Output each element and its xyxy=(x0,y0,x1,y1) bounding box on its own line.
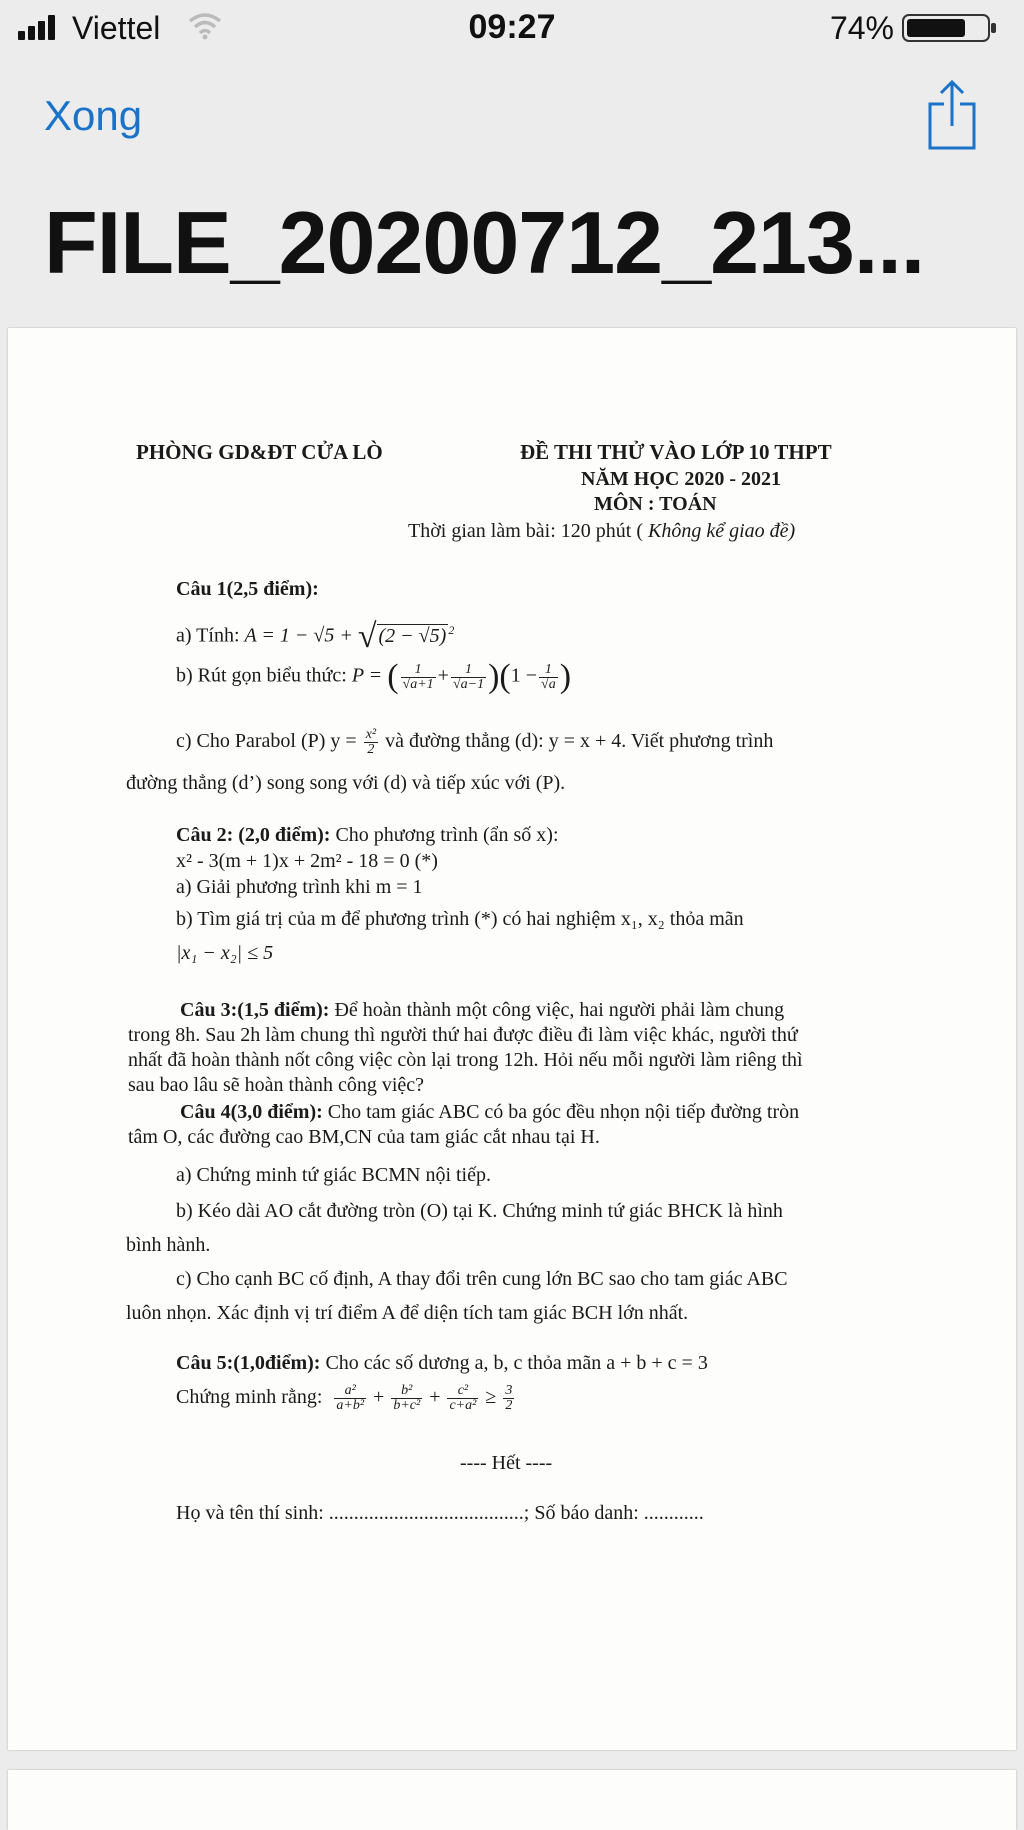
done-button[interactable]: Xong xyxy=(44,92,143,139)
end-marker: ---- Hết ---- xyxy=(460,1452,553,1474)
document-page xyxy=(8,328,1016,1750)
q1b: b) Rút gọn biểu thức: P = ( $\frac{1}{√a+1}$ + $\frac{1}{√a-1}$ )(1 − $\frac{1}{√a}$ ) xyxy=(176,658,572,695)
q4b-line1: b) Kéo dài AO cắt đường tròn (O) tại K. Chứng minh tứ giác BHCK là hình xyxy=(176,1200,783,1222)
q4c-line1: c) Cho cạnh BC cố định, A thay đổi trên cung lớn BC sao cho tam giác ABC xyxy=(176,1268,788,1290)
candidate-footer: Họ và tên thí sinh: .......................................; Số báo danh: ............ xyxy=(176,1502,704,1524)
share-icon[interactable] xyxy=(924,78,980,152)
q5-title: Câu 5:(1,0điểm): Cho các số dương a, b, c thỏa mãn a + b + c = 3 xyxy=(176,1352,708,1374)
q2a: a) Giải phương trình khi m = 1 xyxy=(176,876,423,898)
q4b-line2: bình hành. xyxy=(126,1234,211,1256)
q1c-line1: c) Cho Parabol (P) y = $\frac{\text{x²}}{2}$ và đường thẳng (d): y = x + 4. Viết phương trình xyxy=(176,727,774,757)
header-subject: MÔN : TOÁN xyxy=(594,493,717,515)
status-bar xyxy=(0,0,1024,56)
q2-equation: x² - 3(m + 1)x + 2m² - 18 = 0 (*) xyxy=(176,850,438,872)
q4a: a) Chứng minh tứ giác BCMN nội tiếp. xyxy=(176,1164,491,1186)
battery-icon xyxy=(902,14,998,42)
q4-paragraph: Câu 4(3,0 điểm): Cho tam giác ABC có ba góc đều nhọn nội tiếp đường tròn tâm O, các đường cao BM,CN của tam giác cắt nhau tại H. xyxy=(128,1101,800,1148)
q5-inequality: Chứng minh rằng: $\frac{\text{a²}}{\text{a+b²}}$ + $\frac{\text{b²}}{\text{b+c²}}$ + $\frac{\text{c²}}{\text{c+a²}}$ ≥ $\frac{3}{2}$ xyxy=(176,1383,513,1413)
q2-title: Câu 2: (2,0 điểm): Cho phương trình (ẩn số x): xyxy=(176,824,559,846)
q1a: a) Tính: A = 1 − √5 + √ (2 − √5) $^2$ xyxy=(176,618,455,655)
time-note: Thời gian làm bài: 120 phút ( Không kể giao đề) xyxy=(408,520,796,542)
header-exam-title: ĐỀ THI THỬ VÀO LỚP 10 THPT xyxy=(520,440,832,464)
q1-title: Câu 1(2,5 điểm): xyxy=(176,578,319,600)
q2b: b) Tìm giá trị của m để phương trình (*) có hai nghiệm x₁, x₂ thỏa mãn xyxy=(176,908,744,930)
battery-percent: 74% xyxy=(829,10,894,46)
q4c-line2: luôn nhọn. Xác định vị trí điểm A để diện tích tam giác BCH lớn nhất. xyxy=(126,1302,689,1324)
header-department: PHÒNG GD&ĐT CỬA LÒ xyxy=(136,440,383,464)
carrier-name: Viettel xyxy=(72,10,161,46)
clock: 09:27 xyxy=(468,8,556,46)
header-school-year: NĂM HỌC 2020 - 2021 xyxy=(581,468,781,490)
q1c-line2: đường thẳng (d’) song song với (d) và tiếp xúc với (P). xyxy=(126,772,566,794)
next-page xyxy=(8,1770,1016,1830)
document-viewer[interactable] xyxy=(0,310,1024,1822)
file-title: FILE_20200712_213... xyxy=(44,193,925,292)
q2b-condition: |x₁ − x₂| ≤ 5 xyxy=(176,942,274,964)
q3-paragraph: Câu 3:(1,5 điểm): Để hoàn thành một công việc, hai người phải làm chung trong 8h. Sau 2h làm chung thì người thứ hai được điều đi làm việc khác, người thứ nhất đã hoàn thành nốt công việc còn lại trong 12h. Hỏi nếu mỗi người làm riêng thì sau bao lâu sẽ hoàn thành công việc? xyxy=(128,999,803,1096)
